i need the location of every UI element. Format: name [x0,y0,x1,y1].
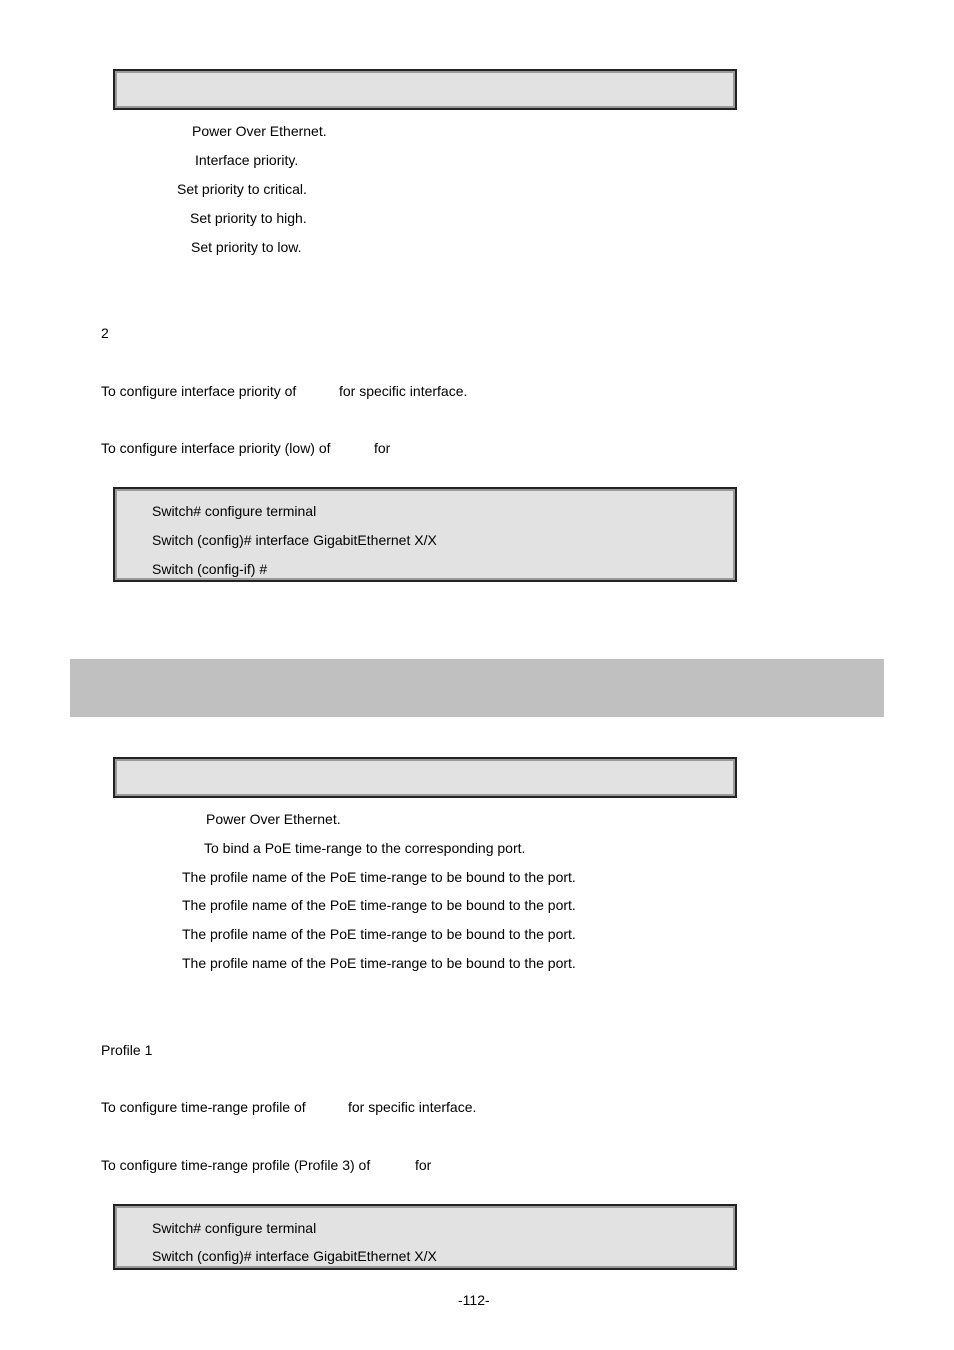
param-desc: Set priority to high. [190,210,307,226]
section-heading-band [70,659,884,717]
command-line: Switch (config)# interface GigabitEthernet X/X [152,532,437,548]
param-desc: Set priority to critical. [177,181,307,197]
param-desc: Power Over Ethernet. [192,123,327,139]
param-desc: Interface priority. [195,152,299,168]
command-line: Switch (config)# interface GigabitEthernet X/X [152,1248,437,1264]
param-desc: The profile name of the PoE time-range to be bound to the port. [182,869,576,885]
param-desc: The profile name of the PoE time-range to be bound to the port. [182,955,576,971]
usage-text-suffix: for specific interface. [339,383,468,399]
page-number: -112- [458,1292,490,1308]
syntax-box [113,69,737,110]
command-line: Switch (config-if) # [152,561,268,577]
example-command-box [113,487,737,582]
usage-text-suffix: for specific interface. [348,1099,477,1115]
param-desc: Power Over Ethernet. [206,811,341,827]
param-desc: To bind a PoE time-range to the corresponding port. [204,840,526,856]
example-text-suffix: for [415,1157,432,1173]
usage-text: To configure time-range profile of [101,1099,306,1115]
example-text: To configure time-range profile (Profile 3) of [101,1157,371,1173]
example-command-box [113,1204,737,1270]
usage-text: To configure interface priority of [101,383,297,399]
example-text-suffix: for [374,440,391,456]
param-desc: The profile name of the PoE time-range to be bound to the port. [182,897,576,913]
default-value: Profile 1 [101,1042,153,1058]
default-value: 2 [101,325,109,341]
example-text: To configure interface priority (low) of [101,440,331,456]
param-desc: Set priority to low. [191,239,302,255]
param-desc: The profile name of the PoE time-range to be bound to the port. [182,926,576,942]
syntax-box [113,757,737,798]
command-line: Switch# configure terminal [152,1220,317,1236]
command-line: Switch# configure terminal [152,503,317,519]
